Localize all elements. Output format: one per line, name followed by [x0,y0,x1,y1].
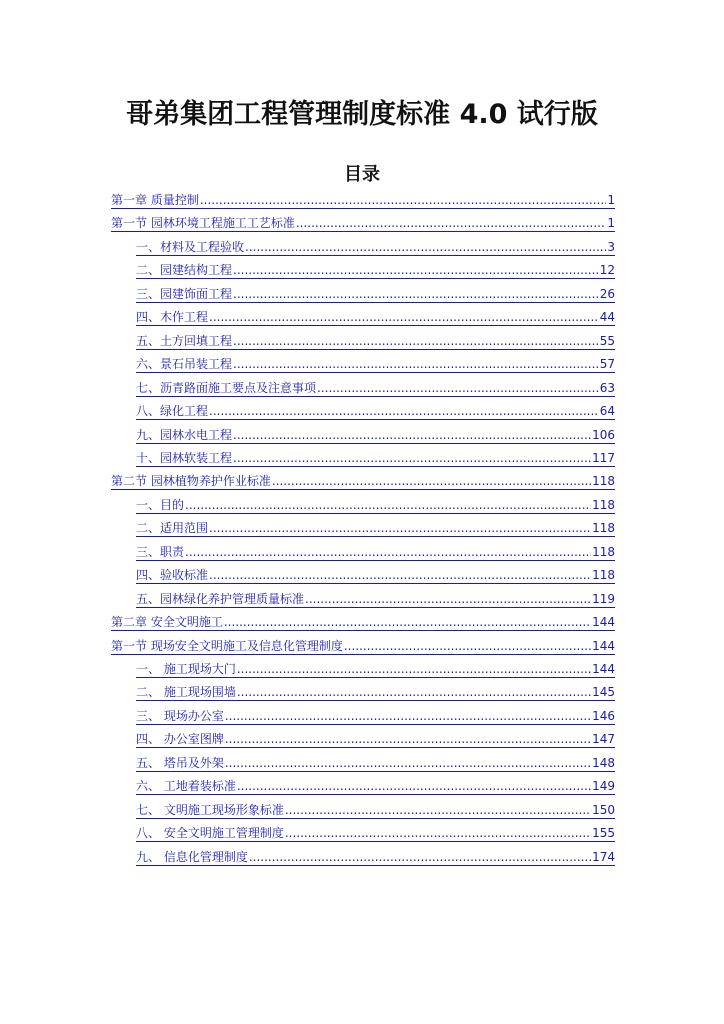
toc-leader-dots [296,216,607,230]
toc-heading: 目录 [344,164,380,185]
toc-entry-page-number: 119 [592,592,615,606]
toc-leader-dots [285,826,591,840]
toc-entry-label: 二、 施工现场围墙 [136,685,236,699]
toc-leader-dots [209,568,591,582]
toc-entry[interactable] [136,355,615,373]
toc-entry-label: 第二章 安全文明施工 [111,615,223,629]
toc-entry-page-number: 118 [592,545,615,559]
toc-entry-page-number: 26 [599,287,615,301]
toc-entry-label: 四、 办公室图牌 [136,732,224,746]
toc-entry-page-number: 150 [592,803,615,817]
toc-leader-dots [185,545,591,559]
toc-entry-label: 八、 安全文明施工管理制度 [136,826,284,840]
toc-leader-dots [317,381,599,395]
toc-leader-dots [344,639,591,653]
toc-leader-dots [285,803,591,817]
toc-entry[interactable] [136,848,615,866]
toc-entry-page-number: 149 [592,779,615,793]
toc-leader-dots [233,357,599,371]
toc-entry-page-number: 155 [592,826,615,840]
toc-entry-page-number: 147 [592,732,615,746]
toc-leader-dots [245,240,606,254]
toc-entry-label: 三、 现场办公室 [136,709,224,723]
toc-entry-label: 一、材料及工程验收 [136,240,245,254]
toc-leader-dots [209,310,599,324]
toc-leader-dots [237,685,591,699]
toc-entry-label: 五、 塔吊及外架 [136,756,224,770]
toc-leader-dots [233,334,599,348]
toc-entry-page-number: 63 [599,381,615,395]
document-title: 哥弟集团工程管理制度标准 4.0 试行版 [126,99,598,130]
toc-entry[interactable] [136,777,615,795]
toc-entry-page-number: 3 [607,240,615,254]
toc-entry[interactable] [136,519,615,537]
toc-entry[interactable] [111,191,615,209]
toc-entry[interactable] [136,449,615,467]
toc-entry-page-number: 144 [592,639,615,653]
toc-leader-dots [233,451,591,465]
toc-entry-label: 八、绿化工程 [136,404,209,418]
toc-entry-label: 三、职责 [136,545,185,559]
toc-entry-label: 二、适用范围 [136,521,209,535]
toc-leader-dots [225,732,591,746]
toc-leader-dots [233,263,599,277]
toc-entry[interactable] [136,683,615,701]
toc-entry-page-number: 44 [599,310,615,324]
toc-entry[interactable] [136,332,615,350]
toc-entry[interactable] [136,566,615,584]
toc-leader-dots [233,287,599,301]
toc-entry[interactable] [111,472,615,490]
toc-leader-dots [233,428,591,442]
toc-entry-page-number: 118 [592,498,615,512]
toc-leader-dots [200,193,607,207]
toc-leader-dots [185,498,591,512]
toc-leader-dots [209,404,599,418]
toc-entry[interactable] [136,660,615,678]
toc-entry[interactable] [136,238,615,256]
toc-entry-page-number: 117 [592,451,615,465]
toc-entry-page-number: 118 [592,568,615,582]
toc-entry-label: 十、园林软装工程 [136,451,233,465]
toc-entry[interactable] [136,543,615,561]
toc-entry-page-number: 57 [599,357,615,371]
toc-leader-dots [272,474,591,488]
toc-entry-page-number: 12 [599,263,615,277]
toc-entry-label: 四、验收标准 [136,568,209,582]
toc-entry[interactable] [136,730,615,748]
toc-leader-dots [305,592,591,606]
toc-entry[interactable] [136,707,615,725]
toc-entry-label: 九、 信息化管理制度 [136,850,248,864]
toc-entry[interactable] [136,754,615,772]
toc-entry-label: 一、目的 [136,498,185,512]
toc-entry-label: 三、园建饰面工程 [136,287,233,301]
toc-entry-page-number: 64 [599,404,615,418]
toc-entry-page-number: 144 [592,662,615,676]
toc-entry-label: 五、园林绿化养护管理质量标准 [136,592,305,606]
toc-entry[interactable] [136,379,615,397]
toc-entry[interactable] [111,637,615,655]
toc-entry-page-number: 1 [607,216,615,230]
toc-entry[interactable] [136,824,615,842]
toc-entry-label: 六、景石吊装工程 [136,357,233,371]
toc-entry[interactable] [136,285,615,303]
toc-entry[interactable] [136,402,615,420]
toc-entry-label: 二、园建结构工程 [136,263,233,277]
toc-entry-page-number: 145 [592,685,615,699]
toc-entry-page-number: 174 [592,850,615,864]
toc-leader-dots [225,709,591,723]
toc-entry-label: 四、木作工程 [136,310,209,324]
toc-leader-dots [224,615,591,629]
toc-entry[interactable] [136,261,615,279]
toc-leader-dots [249,850,591,864]
toc-entry[interactable] [136,590,615,608]
toc-entry-label: 第二节 园林植物养护作业标准 [111,474,271,488]
toc-entry-page-number: 55 [599,334,615,348]
toc-entry[interactable] [136,496,615,514]
toc-entry-label: 第一节 现场安全文明施工及信息化管理制度 [111,639,343,653]
toc-entry-page-number: 144 [592,615,615,629]
toc-leader-dots [225,756,591,770]
toc-entry-label: 六、 工地着装标准 [136,779,236,793]
toc-entry-page-number: 106 [592,428,615,442]
toc-entry-label: 七、沥青路面施工要点及注意事项 [136,381,317,395]
toc-leader-dots [209,521,591,535]
toc-entry[interactable] [111,613,615,631]
toc-entry-page-number: 146 [592,709,615,723]
toc-entry-label: 五、土方回填工程 [136,334,233,348]
toc-leader-dots [237,779,591,793]
toc-entry-page-number: 1 [607,193,615,207]
toc-entry-label: 一、 施工现场大门 [136,662,236,676]
toc-entry-label: 九、园林水电工程 [136,428,233,442]
toc-entry-label: 七、 文明施工现场形象标准 [136,803,284,817]
toc-entry[interactable] [136,308,615,326]
toc-entry-page-number: 118 [592,474,615,488]
toc-entry-page-number: 118 [592,521,615,535]
toc-entry-label: 第一节 园林环境工程施工工艺标准 [111,216,295,230]
toc-entry[interactable] [136,426,615,444]
toc-entry-page-number: 148 [592,756,615,770]
toc-entry[interactable] [111,214,615,232]
toc-leader-dots [237,662,591,676]
toc-entry-label: 第一章 质量控制 [111,193,199,207]
toc-entry[interactable] [136,801,615,819]
